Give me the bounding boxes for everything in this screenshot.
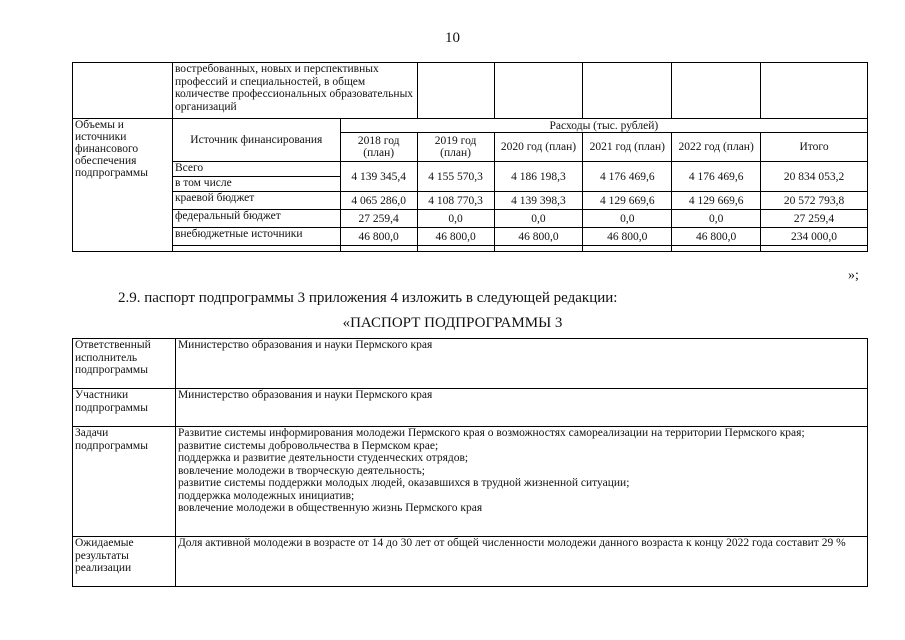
task-item: вовлечение молодежи в общественную жизнь Пермского края: [177, 502, 483, 514]
year-header: 2018 год (план): [340, 133, 417, 162]
task-item: поддержка и развитие деятельности студенческих отрядов;: [177, 452, 469, 464]
passport-table: [72, 338, 868, 587]
value-cell: 0,0: [494, 210, 583, 228]
task-item: Развитие системы информирования молодежи Пермского края о возможностях самореализации на территории Пермского края;: [177, 427, 805, 439]
total-value: 4 186 198,3: [494, 162, 583, 192]
value-cell: 20 572 793,8: [761, 192, 868, 210]
passport-title: «ПАСПОРТ ПОДПРОГРАММЫ 3: [342, 315, 563, 331]
total-value: 4 176 469,6: [583, 162, 672, 192]
task-item: поддержка молодежных инициатив;: [177, 489, 355, 502]
value-cell: 46 800,0: [672, 228, 761, 246]
source-header: Источник финансирования: [172, 119, 340, 162]
expenses-header: Расходы (тыс. рублей): [340, 119, 867, 133]
empty-cell: [417, 246, 494, 252]
year-header: 2022 год (план): [672, 133, 761, 162]
value-cell: 0,0: [417, 210, 494, 228]
empty-cell: [73, 63, 173, 119]
task-item: развитие системы добровольчества в Пермском крае;: [177, 439, 439, 452]
results-label: Ожидаемые результаты реализации: [73, 537, 176, 587]
value-cell: 4 108 770,3: [417, 192, 494, 210]
responsible-content: [175, 339, 867, 389]
empty-cell: [494, 63, 583, 119]
content-line: Министерство образования и науки Пермского края: [177, 339, 433, 351]
value-cell: 27 259,4: [340, 210, 417, 228]
content-line: Министерство образования и науки Пермского края: [177, 389, 433, 401]
value-cell: 0,0: [583, 210, 672, 228]
row-label: Объемы и источники финансового обеспечения подпрограммы: [73, 119, 173, 252]
value-cell: 27 259,4: [761, 210, 868, 228]
total-value: 4 155 570,3: [417, 162, 494, 192]
tasks-label: Задачи подпрограммы: [73, 427, 176, 537]
value-cell: 234 000,0: [761, 228, 868, 246]
value-cell: 4 129 669,6: [672, 192, 761, 210]
value-cell: 4 129 669,6: [583, 192, 672, 210]
page-number: 10: [445, 30, 460, 46]
value-cell: 46 800,0: [583, 228, 672, 246]
empty-cell: [761, 246, 868, 252]
empty-cell: [761, 63, 868, 119]
value-cell: 46 800,0: [494, 228, 583, 246]
year-header: 2021 год (план): [583, 133, 672, 162]
continuation-text: востребованных, новых и перспективных профессий и специальностей, в общем количестве профессиональных образовательных организаций: [172, 63, 417, 119]
empty-cell: [494, 246, 583, 252]
total-value: 20 834 053,2: [761, 162, 868, 192]
participants-content: [175, 389, 867, 427]
task-item: развитие системы поддержки молодых людей, оказавшихся в трудной жизненной ситуации;: [177, 477, 630, 489]
value-cell: 46 800,0: [340, 228, 417, 246]
financing-table: [72, 62, 868, 252]
amendment-paragraph: 2.9. паспорт подпрограммы 3 приложения 4 изложить в следующей редакции:: [118, 290, 618, 306]
total-header: Итого: [761, 133, 868, 162]
content-line: Доля активной молодежи в возрасте от 14 до 30 лет от общей численности молодежи данного возраста к концу 2022 года составит 29 %: [177, 537, 846, 549]
task-item: вовлечение молодежи в творческую деятельность;: [177, 464, 425, 477]
tasks-content: [175, 427, 867, 537]
empty-cell: [672, 63, 761, 119]
closing-quote: »;: [848, 268, 859, 283]
year-header: 2020 год (план): [494, 133, 583, 162]
value-cell: 4 065 286,0: [340, 192, 417, 210]
empty-cell: [417, 63, 494, 119]
year-header: 2019 год (план): [417, 133, 494, 162]
participants-label: Участники подпрограммы: [73, 389, 176, 427]
empty-cell: [583, 246, 672, 252]
total-value: 4 139 345,4: [340, 162, 417, 192]
value-cell: 0,0: [672, 210, 761, 228]
source-federal: федеральный бюджет: [172, 210, 340, 228]
empty-cell: [172, 246, 340, 252]
value-cell: 4 139 398,3: [494, 192, 583, 210]
including-label: в том числе: [172, 177, 340, 192]
responsible-label: Ответственный исполнитель подпрограммы: [73, 339, 176, 389]
source-regional: краевой бюджет: [172, 192, 340, 210]
value-cell: 46 800,0: [417, 228, 494, 246]
total-value: 4 176 469,6: [672, 162, 761, 192]
results-content: [175, 537, 867, 587]
source-extrabudgetary: внебюджетные источники: [172, 228, 340, 246]
empty-cell: [583, 63, 672, 119]
empty-cell: [340, 246, 417, 252]
total-label: Всего: [172, 162, 340, 177]
empty-cell: [672, 246, 761, 252]
